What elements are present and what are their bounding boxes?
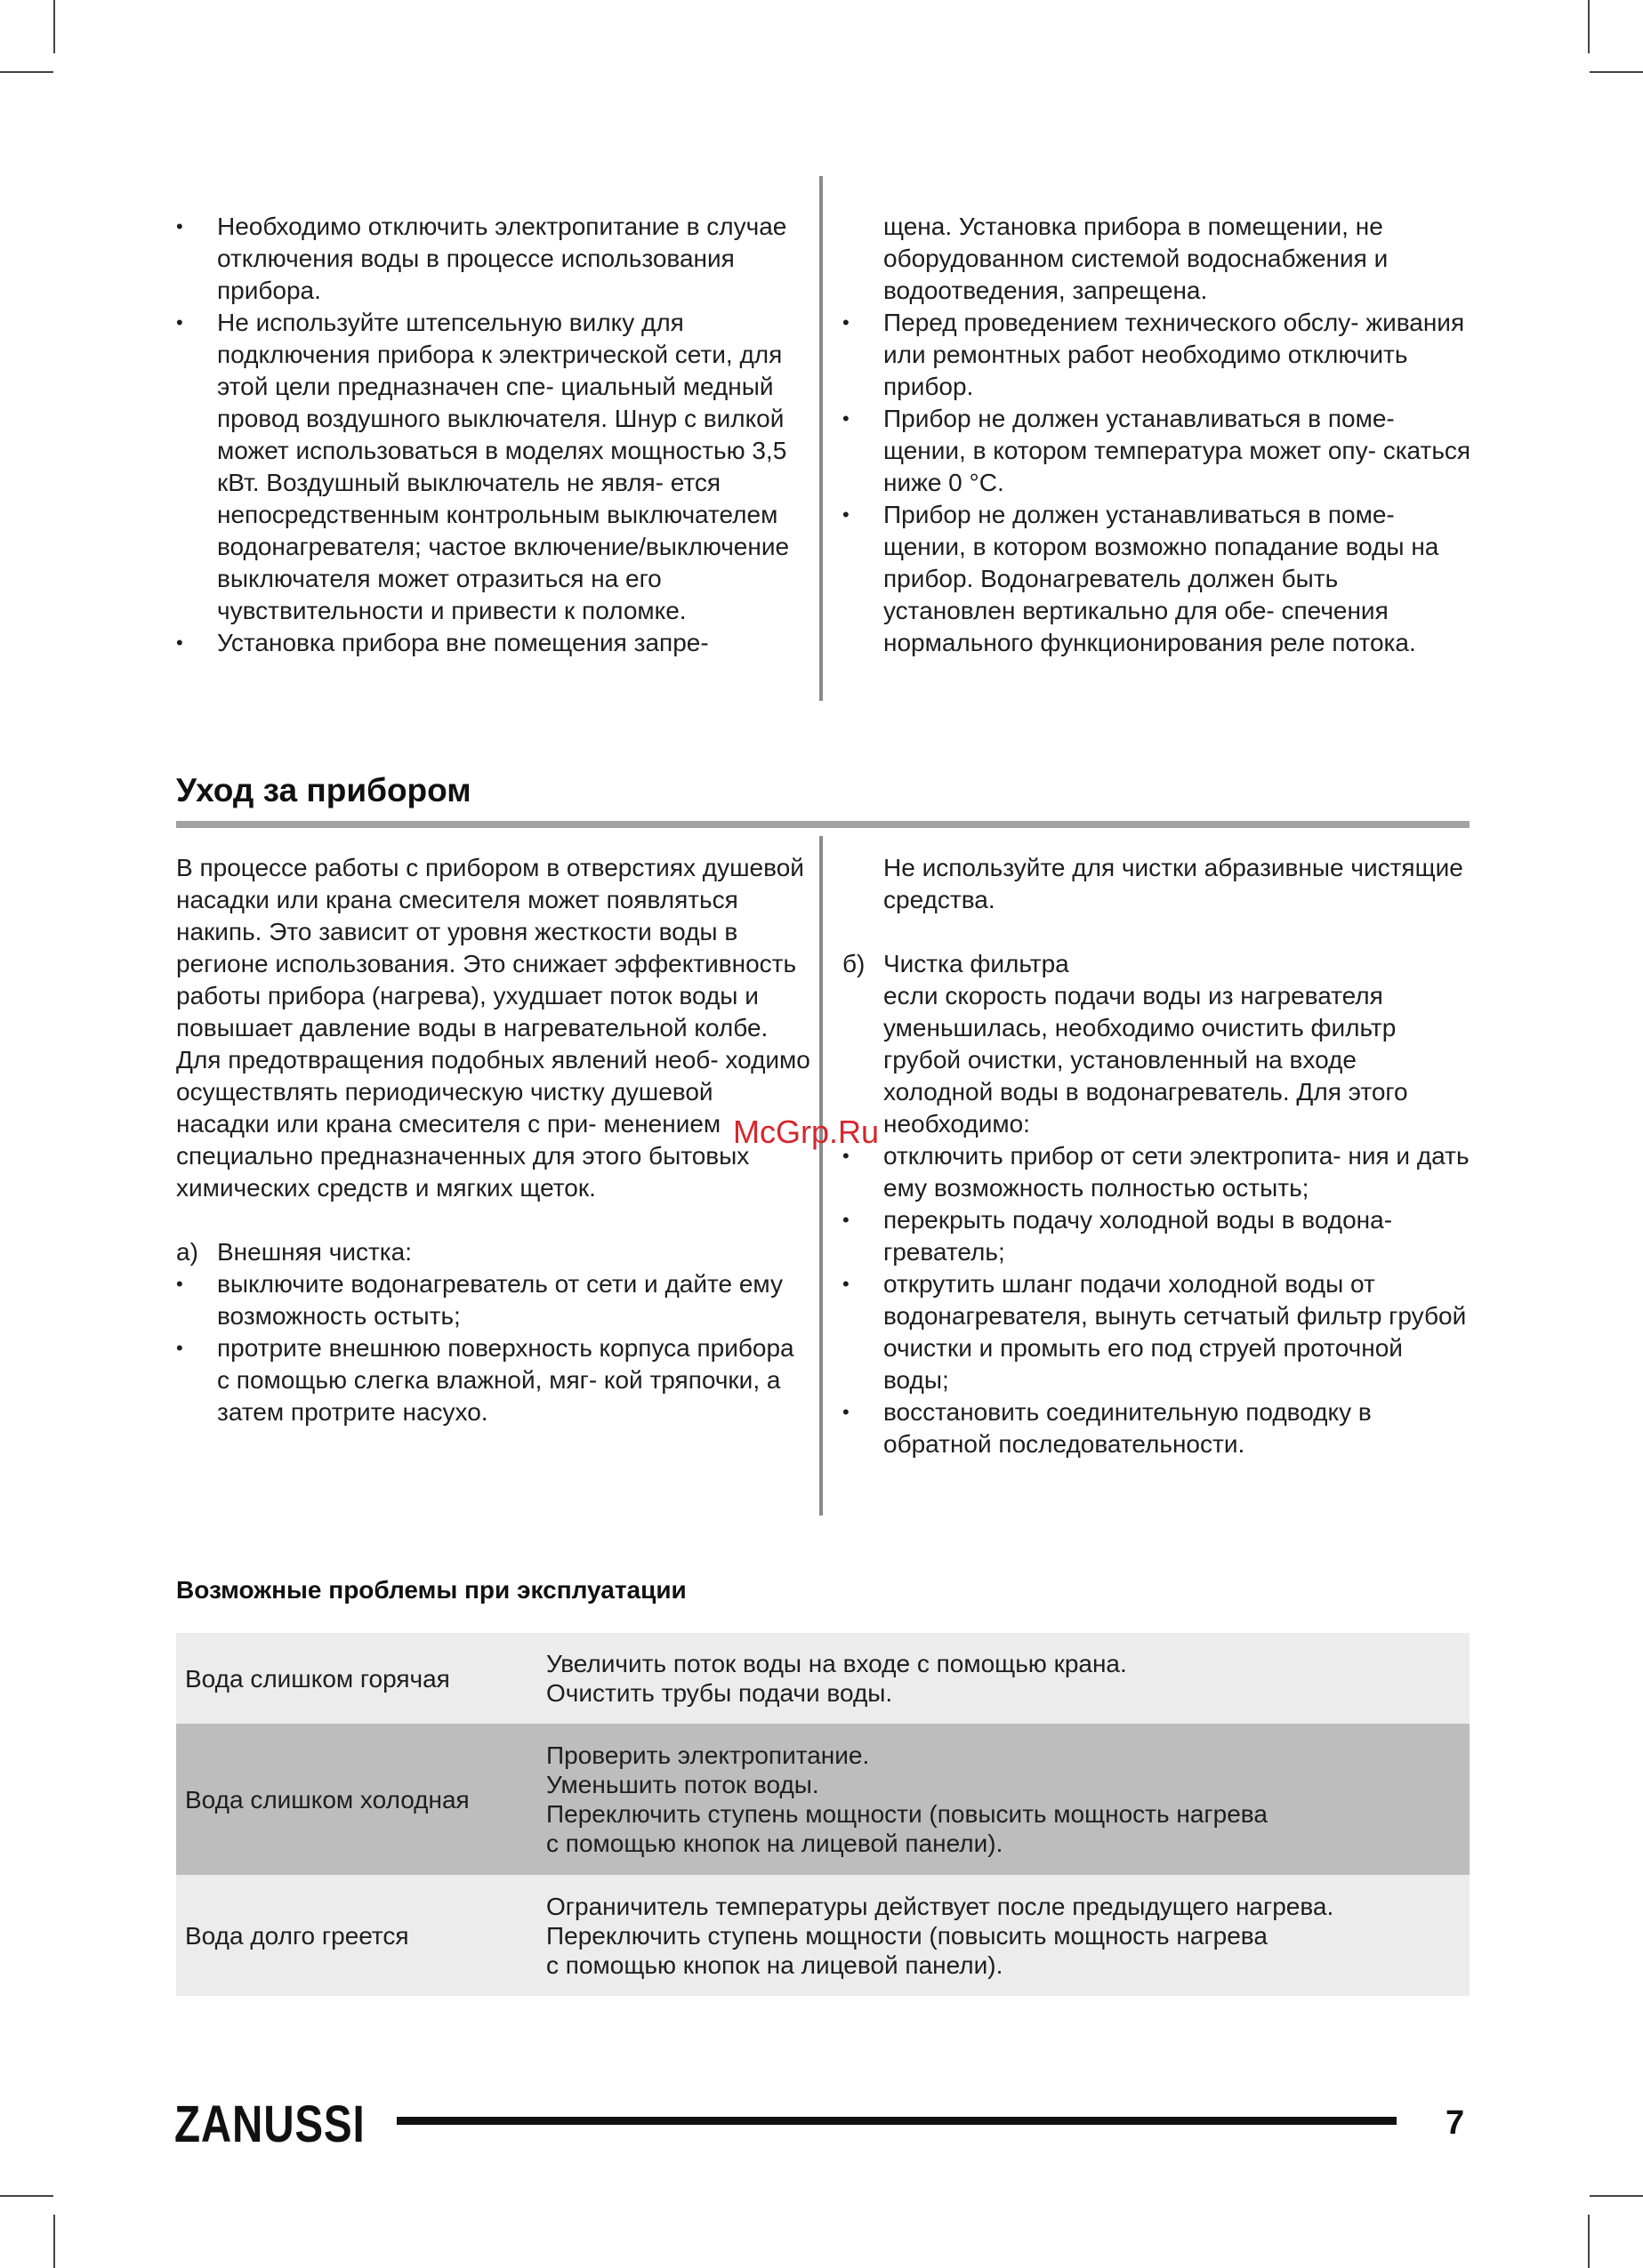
solution-line: Проверить электропитание. [546, 1741, 870, 1769]
list-item: • Необходимо отключить электропитание в случае отключения воды в процессе использования прибора. [176, 211, 812, 307]
list-item: • Не используйте штепсельную вилку для подключения прибора к электрической сети, для этой цели предназначен спе- циальный медный провод воздушного выключателя. Шнур с вилкой может использоваться в моделях мощностью 3,5 кВт. Воздушный выключатель не явля- ется непосредственным контрольным выключателем водонагревателя; частое включение/выключение выключателя может отразиться на его чувствительности и привести к поломке. [176, 307, 812, 627]
table-row [176, 1724, 1470, 1875]
table-row [176, 1875, 1470, 1996]
crop-mark [1588, 2215, 1590, 2268]
problem-cell: Вода долго греется [176, 1875, 537, 1996]
list-item: • Перед проведением технического обслу- живания или ремонтных работ необходимо отключить прибор. [842, 307, 1472, 403]
problems-title: Возможные проблемы при эксплуатации [176, 1576, 687, 1604]
section-title: Уход за прибором [176, 772, 471, 808]
list-item: • выключите водонагреватель от сети и дайте ему возможность остыть; [176, 1268, 812, 1332]
crop-mark [53, 2215, 55, 2268]
solution-line: Увеличить поток воды на входе с помощью крана. [546, 1650, 1127, 1677]
intro-paragraph: В процессе работы с прибором в отверстиях душевой насадки или крана смесителя может появляться накипь. Это зависит от уровня жесткости воды в регионе использования. Это снижает эффективность работы прибора (нагрева), ухудшает поток воды и повышает давление воды в нагревательной колбе. [176, 854, 804, 1042]
top-left-column [176, 211, 812, 659]
spacer [176, 1204, 812, 1236]
crop-mark [0, 2195, 53, 2197]
solution-line: с помощью кнопок на лицевой панели). [546, 1950, 1003, 1979]
spacer [842, 916, 1472, 948]
table-row [176, 1633, 1470, 1724]
crop-mark [1590, 71, 1643, 73]
section-divider [176, 821, 1470, 828]
list-item: • открутить шланг подачи холодной воды от водонагревателя, вынуть сетчатый фильтр грубой очистки и промыть его под струей проточной воды; [842, 1268, 1472, 1396]
footer-divider [397, 2117, 1397, 2125]
column-divider [819, 176, 823, 701]
solution-line: с помощью кнопок на лицевой панели). [546, 1830, 1003, 1857]
solution-line: Очистить трубы подачи воды. [546, 1679, 893, 1707]
problem-cell: Вода слишком холодная [176, 1724, 537, 1875]
solution-line: Уменьшить поток воды. [546, 1771, 819, 1798]
column-divider [819, 836, 823, 1516]
subheading: Внешняя чистка: [217, 1238, 413, 1266]
problems-table [176, 1633, 1470, 1996]
list-label: а) [176, 1238, 198, 1266]
brand-logo: ZANUSSI [174, 2095, 366, 2153]
filter-text: если скорость подачи воды из нагревателя уменьшилась, необходимо очистить фильтр грубой очистки, установленный на входе холодной воды в водонагреватель. Для этого необходимо: [883, 982, 1408, 1138]
care-right-column [842, 852, 1472, 1460]
top-right-column [842, 211, 1472, 659]
crop-mark [1590, 2195, 1643, 2197]
note-paragraph: Не используйте для чистки абразивные чистящие средства. [883, 854, 1463, 913]
list-item: • протрите внешнюю поверхность корпуса прибора с помощью слегка влажной, мяг- кой тряпочки, а затем протрите насухо. [176, 1332, 812, 1428]
solution-line: Переключить ступень мощности (повысить мощность нагрева [546, 1921, 1268, 1950]
problem-cell: Вода слишком горячая [176, 1633, 537, 1724]
subheading: Чистка фильтра [883, 950, 1069, 977]
list-label: б) [842, 950, 866, 977]
list-item: • Прибор не должен устанавливаться в поме- щении, в котором температура может опу- скаться ниже 0 °C. [842, 403, 1472, 499]
solution-cell [537, 1875, 1470, 1996]
solution-cell [537, 1724, 1470, 1875]
list-item: • восстановить соединительную подводку в обратной последовательности. [842, 1396, 1472, 1460]
list-item: • Прибор не должен устанавливаться в поме- щении, в котором возможно попадание воды на прибор. Водонагреватель должен быть установлен вертикально для обе- спечения нормального функционирования реле потока. [842, 499, 1472, 659]
crop-mark [53, 0, 55, 53]
intro-paragraph: Для предотвращения подобных явлений необ- ходимо осуществлять периодическую чистку душевой насадки или крана смесителя с при- менением специально предназначенных для этого бытовых химических средств и мягких щеток. [176, 1046, 810, 1202]
list-item: • перекрыть подачу холодной воды в водона- греватель; [842, 1204, 1472, 1268]
solution-cell [537, 1633, 1470, 1724]
crop-mark [1588, 0, 1590, 53]
list-item: • Установка прибора вне помещения запре- [176, 627, 812, 659]
list-item: • отключить прибор от сети электропита- ния и дать ему возможность полностью остыть; [842, 1140, 1472, 1204]
crop-mark [0, 71, 53, 73]
care-left-column [176, 852, 812, 1428]
solution-line: Переключить ступень мощности (повысить мощность нагрева [546, 1800, 1268, 1828]
filter-cleaning-heading [842, 948, 1472, 980]
watermark: McGrp.Ru [733, 1114, 880, 1150]
solution-line: Ограничитель температуры действует после предыдущего нагрева. [546, 1892, 1334, 1920]
page-number: 7 [1446, 2104, 1465, 2142]
continued-text: щена. Установка прибора в помещении, не оборудованном системой водоснабжения и водоотведения, запрещена. [883, 213, 1389, 304]
external-cleaning-heading [176, 1236, 812, 1268]
